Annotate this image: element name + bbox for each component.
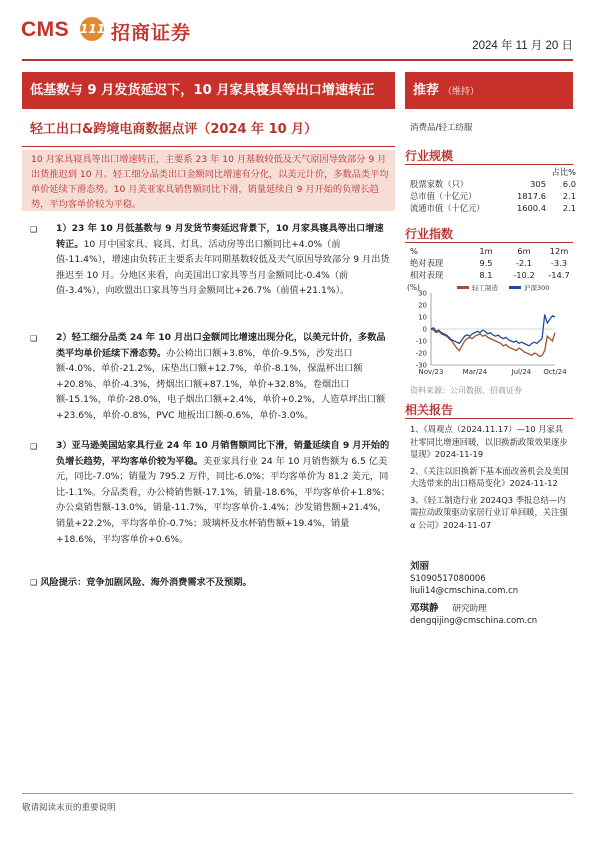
table-row: 流通市值（十亿元） 1600.4 2.1: [410, 203, 576, 213]
industry-scale-title: 行业规模: [405, 149, 454, 163]
footer-divider: [22, 793, 573, 794]
checkbox-marker-icon: ❑: [30, 334, 38, 343]
legend-swatch: [509, 286, 521, 289]
rating-note: （维持）: [443, 87, 480, 97]
list-item[interactable]: 1、《周观点（2024.11.17）—10 月家具社零同比增速回暖，以旧换新政策效果逐步显现》2024-11-19: [410, 424, 568, 459]
y-tick-label: -10: [415, 337, 427, 346]
analyst-id: S1090517080006: [410, 574, 486, 584]
x-tick-label: Nov/23: [418, 368, 444, 376]
rating-box: [405, 72, 573, 109]
logo-cms: CMS: [21, 18, 70, 41]
list-item[interactable]: 2、《关注以旧换新下基本面改善机会及美国大选带来的出口格局变化》2024-11-12: [410, 465, 569, 488]
bullet-1: [30, 221, 390, 299]
logo-cn: 招商证券: [111, 22, 192, 44]
table-row: 绝对表现 9.5 -2.1 -3.3: [410, 257, 568, 268]
analyst-name: 刘丽: [410, 561, 430, 572]
report-subtitle: 轻工出口&跨境电商数据点评（2024 年 10 月）: [30, 122, 318, 137]
report-title: 低基数与 9 月发货延迟下，10 月家具寝具等出口增速转正: [22, 72, 395, 109]
bullet-2: [30, 330, 390, 424]
risk-text: 风险提示：竞争加剧风险、海外消费需求不及预期。: [40, 577, 252, 588]
analyst-email[interactable]: liuli14@cmschina.com.cn: [410, 586, 519, 596]
x-tick-label: Jul/24: [511, 368, 532, 376]
bullet-3: [30, 438, 390, 547]
bullet-1-text: 10 月中国家具、寝具、灯具、活动房等出口额同比+4.0%（前值-11.4%），增速由负转正主要系去年同期基数较低及天气原因导致部分 9 月出货推迟至 10 月。分地区来看，向美国出口家具等当月金额同比-0.4%（前值-3.4%），向欧盟出口家具等当月金额同比+26.7%（前值+21.1%）。: [56, 238, 390, 297]
related-reports-title: 相关报告: [405, 403, 454, 417]
analyst-role: 研究助理: [452, 604, 487, 614]
section-divider: [405, 242, 573, 243]
y-tick-label: 0: [422, 325, 427, 334]
y-axis-label: (%): [407, 283, 420, 292]
industry-category: 消费品/轻工纺服: [410, 123, 473, 133]
footer-note: 敬请阅读末页的重要说明: [22, 803, 116, 813]
subtitle-divider: [22, 146, 395, 147]
y-tick-label: 10: [418, 313, 427, 322]
section-divider: [405, 418, 573, 419]
legend-swatch: [457, 286, 469, 289]
logo-badge-icon: 111: [80, 17, 104, 41]
table-row: 相对表现 8.1 -10.2 -14.7: [410, 269, 570, 280]
bullet-1-heading: 1）23 年 10 月低基数与 9 月发货节奏延迟背景下，10 月家具寝具等出口增速转正。: [56, 223, 384, 250]
y-tick-label: -30: [415, 361, 427, 370]
section-divider: [405, 164, 573, 165]
bullet-2-heading: 2）轻工细分品类 24 年 10 月出口金额同比增速出现分化，以美元计价，多数品类平均单价延续下滑态势。: [56, 332, 386, 359]
table-row: 股票家数（只） 305 6.0: [410, 179, 576, 189]
header-divider: [22, 59, 573, 61]
bullet-3-heading: 3）亚马逊美国站家具行业 24 年 10 月销售额同比下滑，销量延续自 9 月开始的负增长趋势，平均客单价较为平稳。: [56, 440, 390, 467]
legend-label: 沪深300: [524, 284, 550, 292]
table-row: 总市值（十亿元） 1817.6 2.1: [410, 191, 576, 201]
bullet-3-text: 美亚家具行业 24 年 10 月销售额为 6.5 亿美元，同比-7.0%；销量为 795.2 万件，同比-6.0%；平均客单价为 81.2 美元，同比-1.1%。分品类看，办公椅销售额-17.1%，销量-18.6%，平均客单价+1.8%；办公桌销售额-13.0%，销量-11.7%，平均客单价-1.4%；沙发销售额+21.4%，销量+22.2%，平均客单价-0.7%；玻璃杯及水杯销售额+19.4%，销量+18.6%，平均客单价+0.6%。: [56, 455, 391, 545]
analyst-email[interactable]: dengqijing@cmschina.com.cn: [410, 616, 538, 626]
x-tick-label: Mar/24: [462, 368, 488, 376]
y-tick-label: -20: [415, 349, 427, 358]
industry-index-title: 行业指数: [405, 227, 454, 241]
checkbox-marker-icon: ❑: [30, 578, 38, 587]
checkbox-marker-icon: ❑: [30, 225, 38, 234]
y-tick-label: 20: [418, 301, 427, 310]
analyst-name: 邓琪静: [410, 603, 439, 614]
industry-index-chart: [405, 283, 573, 383]
risk-warning: [30, 574, 252, 588]
list-item[interactable]: 3、《轻工制造行业 2024Q3 季报总结—内需拉动政策驱动家居行业订单回暖，关注强 α 公司》2024-11-07: [410, 494, 568, 530]
pct-header: 占比%: [551, 167, 576, 177]
checkbox-marker-icon: ❑: [30, 442, 38, 451]
series-line-2: [431, 315, 555, 346]
industry-index-table: % 1m 6m 12m 绝对表现 9.5 -2.1 -3.3 相对表现 8.1 -10.2 -14.7: [410, 245, 576, 281]
bullet-2-text: 办公椅出口额+3.8%，单价-9.5%，沙发出口额-4.0%、单价-21.2%，床垫出口额+12.7%，单价-8.1%，保温杯出口额+20.8%、单价-4.3%，烤烟出口额+87.1%，单价+32.8%，卷烟出口额-15.1%，单价-28.0%，电子烟出口额+2.4%，单价+0.2%，人造草坪出口额+23.6%，单价-0.8%，PVC 地板出口额-0.6%，单价-3.0%。: [56, 347, 386, 421]
y-tick-label: 30: [418, 289, 427, 298]
industry-scale-table: [410, 166, 576, 214]
x-tick-label: Oct/24: [543, 368, 567, 376]
chart-source: 资料来源：公司数据、招商证券: [410, 386, 522, 395]
report-date: 2024 年 11 月 20 日: [472, 40, 573, 52]
related-reports-list: [410, 423, 570, 531]
legend-label: 轻工制造: [472, 284, 498, 292]
summary-box: 10 月家具寝具等出口增速转正，主要系 23 年 10 月基数较低及天气原因导致部分 9 月出货推迟到 10 月。轻工细分品类出口金额同比增速有分化，以美元计价，多数品类平均单价延续下滑态势。10 月美亚家具销售额同比下滑，销量延续自 9 月开始的负增长趋势，平均客单价较为平稳。: [22, 150, 395, 211]
rating-label: 推荐: [413, 83, 440, 98]
analyst-1: [410, 558, 537, 626]
